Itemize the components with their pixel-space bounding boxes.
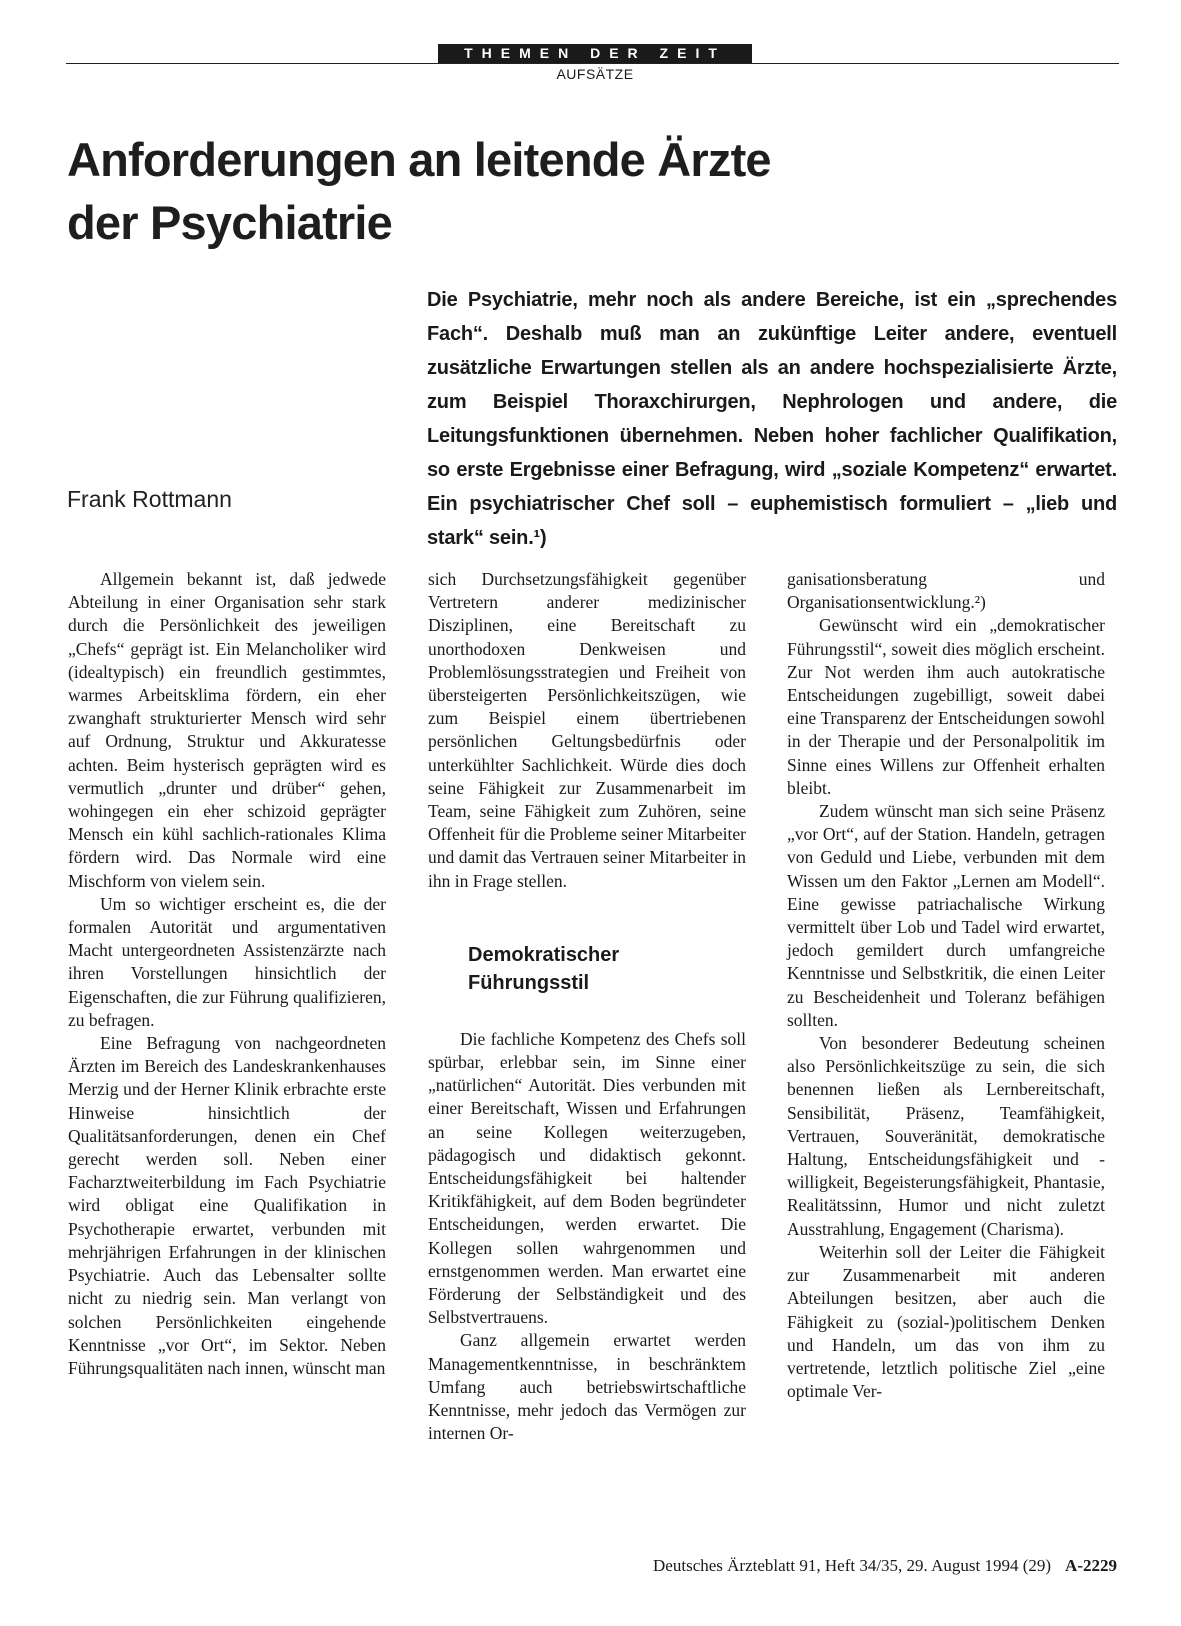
paragraph: Zudem wünscht man sich seine Präsenz „vor Ort“, auf der Station. Handeln, getragen von Geduld und Liebe, verbunden mit dem Wissen um den Faktor „Lernen am Modell“. Eine gewisse patriachalische Wirkung vermittelt über Lob und Tadel wird erwartet, jedoch gemildert durch umfangreiche Kenntnisse und Selbstkritik, die einen Leiter zu Bescheidenheit und Toleranz befähigen sollten.	[787, 801, 1105, 1030]
article-title-line-1: Anforderungen an leitende Ärzte	[67, 133, 771, 186]
author-name: Frank Rottmann	[67, 486, 232, 512]
header-rule	[66, 63, 1119, 64]
journal-citation: Deutsches Ärzteblatt 91, Heft 34/35, 29. August 1994 (29)	[653, 1556, 1052, 1575]
article-lead: Die Psychiatrie, mehr noch als andere Bereiche, ist ein „sprechendes Fach“. Deshalb muß man an zukünftige Leiter andere, eventuell zusätzliche Erwartungen stellen als an andere hochspezialisierte Ärzte, zum Beispiel Thoraxchirurgen, Nephrologen und andere, die Leitungsfunktionen übernehmen. Neben hoher fachlicher Qualifikation, so erste Ergebnisse einer Befragung, wird „soziale Kompetenz“ erwartet. Ein psychiatrischer Chef soll – euphemistisch formuliert – „lieb und stark“ sein.¹)	[427, 289, 1117, 549]
text-column-3	[787, 568, 1105, 1403]
paragraph: Allgemein bekannt ist, daß jedwede Abteilung in einer Organisation sehr stark durch die Persönlichkeit des jeweiligen „Chefs“ geprägt ist. Ein Melancholiker wird (idealtypisch) ein freundlich gestimmtes, warmes Arbeitsklima fördern, ein eher zwanghaft strukturierter Mensch wird sehr auf Ordnung, Struktur und Akkuratesse achten. Beim hysterisch geprägten wird es vermutlich „drunter und drüber“ gehen, wohingegen ein eher schizoid geprägter Mensch ein kühl sachlich-rationales Klima fördern wird. Das Normale wird eine Mischform von vielem sein.	[68, 569, 386, 891]
paragraph: Gewünscht wird ein „demokratischer Führungsstil“, soweit dies möglich erscheint. Zur Not werden ihm auch autokratische Entscheidungen zugebilligt, soweit dabei eine Transparenz der Entscheidungen sowohl in der Therapie und der Personalpolitik im Sinne eines Willens zur Offenheit erhalten bleibt.	[787, 615, 1105, 798]
text-column-1	[68, 568, 386, 1380]
subheading-line-1: Demokratischer	[468, 943, 620, 966]
page-number: A-2229	[1065, 1556, 1117, 1575]
paragraph: Die fachliche Kompetenz des Chefs soll spürbar, erlebbar sein, im Sinne einer „natürlichen“ Autorität. Dies verbunden mit einer Bereitschaft, Wissen und Erfahrungen an seine Kollegen weiterzugeben, pädagogisch und didaktisch gekonnt. Entscheidungsfähigkeit bei haltender Kritikfähigkeit, auf dem Boden begründeter Entscheidungen, werden erwartet. Die Kollegen sollen wahrgenommen und ernstgenommen werden. Man erwartet eine Förderung der Selbständigkeit und des Selbstvertrauens.	[428, 1028, 746, 1328]
paragraph: Eine Befragung von nachgeordneten Ärzten im Bereich des Landeskrankenhauses Merzig und der Herner Klinik erbrachte erste Hinweise hinsichtlich der Qualitätsanforderungen, denen ein Chef gerecht werden soll. Neben einer Facharztweiterbildung im Fach Psychiatrie wird obligat eine Qualifikation in Psychotherapie erwartet, verbunden mit mehrjährigen Erfahrungen in der klinischen Psychiatrie. Auch das Lebensalter sollte nicht zu niedrig sein. Man verlangt von solchen Persönlichkeiten eingehende Kenntnisse „vor Ort“, im Sektor. Neben Führungsqualitäten nach innen, wünscht man	[68, 1033, 386, 1378]
subsection-label: AUFSÄTZE	[556, 66, 634, 82]
paragraph: Um so wichtiger erscheint es, die der formalen Autorität und argumentativen Macht untergeordneten Assistenzärzte nach ihren Vorstellungen hinsichtlich der Eigenschaften, die zur Führung qualifizieren, zu befragen.	[68, 893, 386, 1030]
section-subheading	[468, 941, 746, 997]
paragraph: Weiterhin soll der Leiter die Fähigkeit zur Zusammenarbeit mit anderen Abteilungen besitzen, aber auch die Fähigkeit zu (sozial-)politischem Denken und Handeln, um das von ihm zu vertretende, letztlich politische Ziel „eine optimale Ver-	[787, 1241, 1105, 1402]
paragraph: sich Durchsetzungsfähigkeit gegenüber Vertretern anderer medizinischer Disziplinen, eine Bereitschaft zu unorthodoxen Denkweisen und Problemlösungsstrategien und Freiheit von übersteigerten Persönlichkeitszügen, wie zum Beispiel einem übertriebenen persönlichen Geltungsbedürfnis oder unterkühlter Sachlichkeit. Würde dies doch seine Fähigkeit zur Zusammenarbeit im Team, seine Fähigkeit zum Zuhören, seine Offenheit für die Probleme seiner Mitarbeiter und damit das Vertrauen seiner Mitarbeiter in ihn in Frage stellen.	[428, 569, 746, 891]
paragraph: ganisationsberatung und Organisationsentwicklung.²)	[787, 569, 1105, 613]
section-label: THEMEN DER ZEIT	[438, 44, 752, 63]
paragraph: Von besonderer Bedeutung scheinen also Persönlichkeitszüge zu sein, die sich benennen ließen als Lernbereitschaft, Sensibilität, Präsenz, Teamfähigkeit, Vertrauen, Souveränität, demokratische Haltung, Entscheidungsfähigkeit und -willigkeit, Begeisterungsfähigkeit, Phantasie, Realitätssinn, Humor und nicht zuletzt Ausstrahlung, Engagement (Charisma).	[787, 1033, 1105, 1239]
paragraph: Ganz allgemein erwartet werden Managementkenntnisse, in beschränktem Umfang auch betriebswirtschaftliche Kenntnisse, mehr jedoch das Vermögen zur internen Or-	[428, 1330, 746, 1444]
text-column-2	[428, 568, 746, 1446]
article-title	[67, 128, 1067, 254]
article-title-line-2: der Psychiatrie	[67, 196, 393, 249]
subheading-line-2: Führungsstil	[468, 971, 590, 994]
page-footer	[653, 1556, 1117, 1576]
